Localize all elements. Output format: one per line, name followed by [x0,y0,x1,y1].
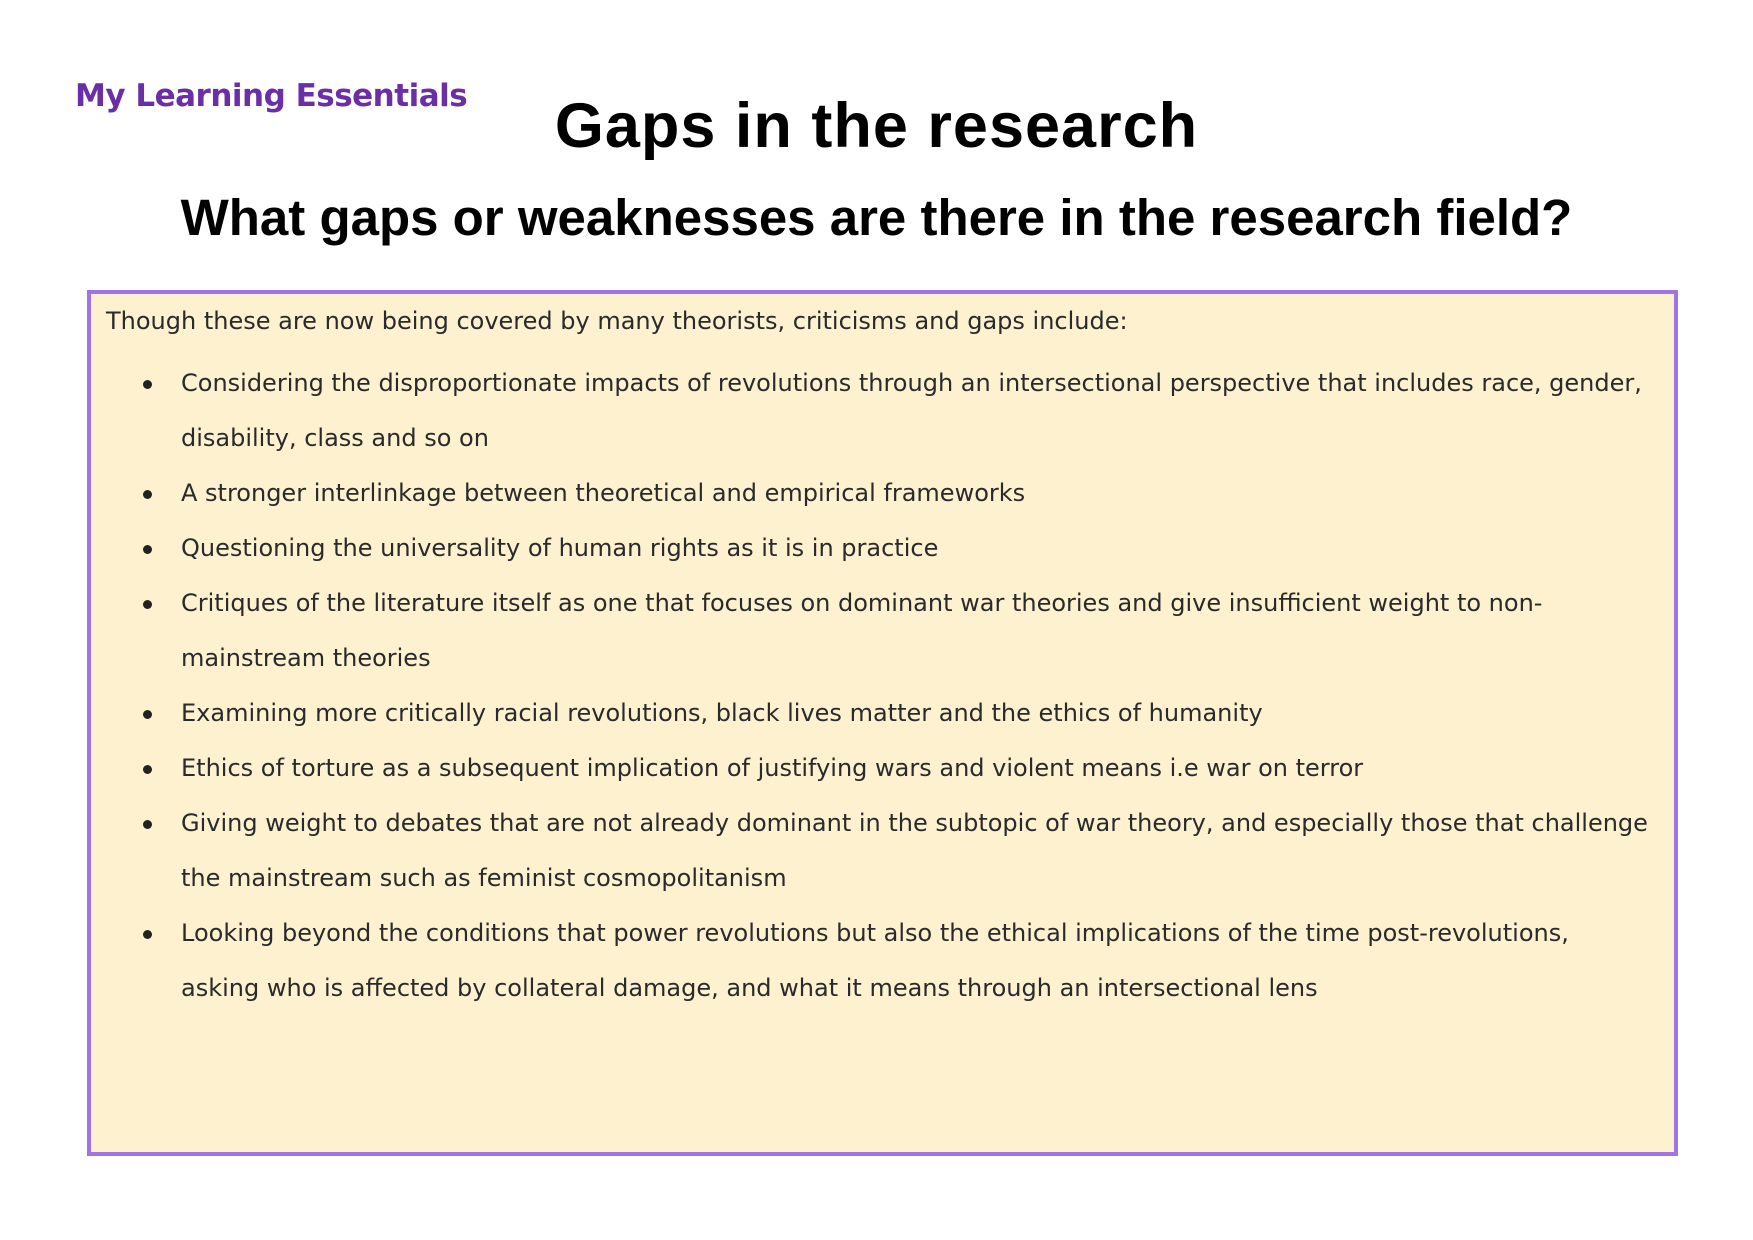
list-item [91,521,1674,576]
list-item-text: Looking beyond the conditions that power revolutions but also the ethical implications of the time post-revolutions, asking who is affected by collateral damage, and what it means through an intersectional lens [181,919,1569,1002]
list-item-text: A stronger interlinkage between theoretical and empirical frameworks [181,479,1026,507]
bullet-icon [143,930,152,939]
list-item [91,466,1674,521]
page-title: Gaps in the research [554,91,1199,161]
bullet-icon [143,600,152,609]
list-item [91,796,1674,906]
brand-logo-text: My Learning Essentials [75,78,468,114]
bullet-icon [143,710,152,719]
panel-intro: Though these are now being covered by many theorists, criticisms and gaps include: [106,307,1128,335]
list-item [91,686,1674,741]
bullet-icon [143,820,152,829]
list-item-text: Giving weight to debates that are not already dominant in the subtopic of war theory, and especially those that challenge the mainstream such as feminist cosmopolitanism [181,809,1648,892]
list-item-text: Examining more critically racial revolutions, black lives matter and the ethics of humanity [181,699,1263,727]
list-item-text: Ethics of torture as a subsequent implication of justifying wars and violent means i.e war on terror [181,754,1364,782]
gaps-list [91,356,1674,1016]
list-item [91,906,1674,1016]
list-item [91,576,1674,686]
list-item [91,356,1674,466]
bullet-icon [143,765,152,774]
gaps-panel [87,290,1678,1156]
page-subtitle: What gaps or weaknesses are there in the research field? [180,189,1573,246]
bullet-icon [143,545,152,554]
list-item-text: Considering the disproportionate impacts of revolutions through an intersectional perspective that includes race, gender, disability, class and so on [181,369,1642,452]
bullet-icon [143,380,152,389]
list-item [91,741,1674,796]
list-item-text: Critiques of the literature itself as one that focuses on dominant war theories and give insufficient weight to non-mainstream theories [181,589,1543,672]
bullet-icon [143,490,152,499]
list-item-text: Questioning the universality of human rights as it is in practice [181,534,939,562]
